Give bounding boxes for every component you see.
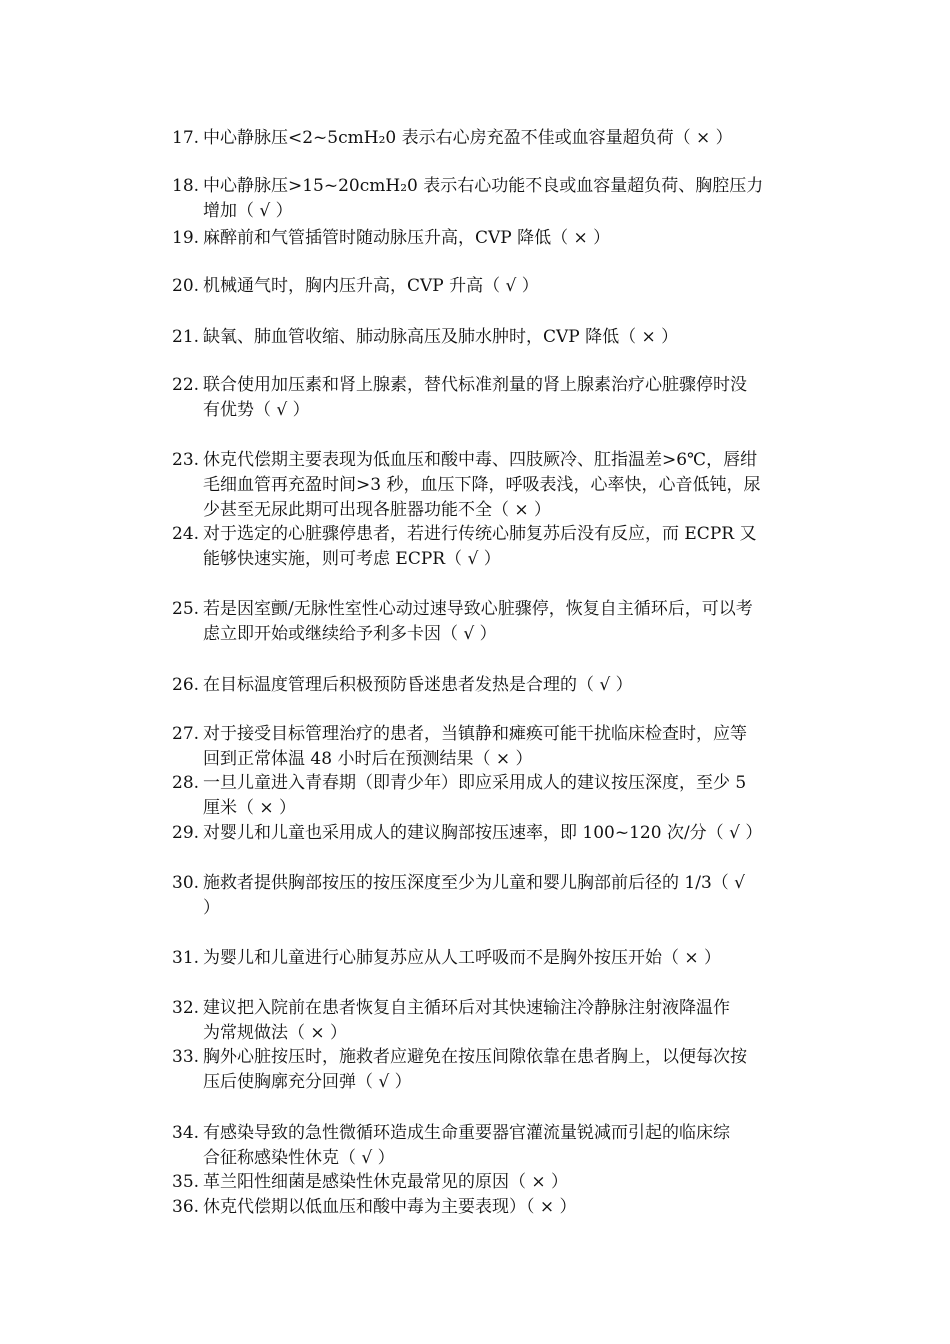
question-number: 35. [172,1172,200,1192]
question-text: 缺氧、肺血管收缩、肺动脉高压及肺水肿时，CVP 降低（ × ） [203,327,679,347]
question-item [172,996,812,1046]
question-text: 革兰阳性细菌是感染性休克最常见的原因（ × ） [203,1172,569,1192]
question-item [172,871,812,921]
question-text-cont: 少甚至无尿此期可出现各脏器功能不全（ × ） [203,500,552,520]
question-item [172,1121,812,1171]
question-item [172,771,812,821]
question-item [172,274,812,299]
question-number: 27. [172,724,200,744]
question-item [172,174,812,224]
question-number: 20. [172,276,200,296]
question-number: 33. [172,1047,200,1067]
question-number: 34. [172,1123,200,1143]
question-text: 对于选定的心脏骤停患者，若进行传统心肺复苏后没有反应，而 ECPR 又 [203,524,757,544]
question-item [172,1170,812,1195]
question-item [172,226,812,251]
question-item [172,1195,812,1220]
question-item [172,1045,812,1095]
question-number: 26. [172,675,200,695]
question-item [172,597,812,647]
question-number: 25. [172,599,200,619]
question-text: 为婴儿和儿童进行心肺复苏应从人工呼吸而不是胸外按压开始（ × ） [203,948,722,968]
question-item [172,821,812,846]
question-item [172,946,812,971]
question-text: 胸外心脏按压时，施救者应避免在按压间隙依靠在患者胸上，以便每次按 [203,1047,747,1067]
question-number: 28. [172,773,200,793]
question-text-cont: 有优势（ √ ） [203,400,310,420]
question-text-cont: 合征称感染性休克（ √ ） [203,1148,395,1168]
question-number: 24. [172,524,200,544]
question-item [172,448,812,523]
question-text-cont: 增加（ √ ） [203,201,293,221]
question-text: 对婴儿和儿童也采用成人的建议胸部按压速率，即 100~120 次/分（ √ ） [203,823,763,843]
question-number: 31. [172,948,200,968]
question-number: 22. [172,375,200,395]
question-item [172,673,812,698]
question-number: 32. [172,998,200,1018]
question-text: 联合使用加压素和肾上腺素，替代标准剂量的肾上腺素治疗心脏骤停时没 [203,375,747,395]
question-text-cont: 压后使胸廓充分回弹（ √ ） [203,1072,412,1092]
question-number: 19. [172,228,200,248]
question-item [172,325,812,350]
question-text-cont: ） [203,898,220,918]
question-text-cont: 毛细血管再充盈时间>3 秒，血压下降，呼吸表浅，心率快，心音低钝，尿 [203,475,761,495]
question-text-cont: 为常规做法（ × ） [203,1023,348,1043]
question-number: 17. [172,128,200,148]
question-text: 对于接受目标管理治疗的患者，当镇静和瘫痪可能干扰临床检查时，应等 [203,724,747,744]
question-text: 麻醉前和气管插管时随动脉压升高，CVP 降低（ × ） [203,228,611,248]
question-text: 休克代偿期主要表现为低血压和酸中毒、四肢厥冷、肛指温差>6℃，唇绀 [203,450,758,470]
question-text: 建议把入院前在患者恢复自主循环后对其快速输注冷静脉注射液降温作 [203,998,730,1018]
question-item [172,126,812,151]
question-text: 中心静脉压<2~5cmH₂0 表示右心房充盈不佳或血容量超负荷（ × ） [203,128,733,148]
question-item [172,522,812,572]
question-text: 休克代偿期以低血压和酸中毒为主要表现）（ × ） [203,1197,577,1217]
question-item [172,373,812,423]
question-text: 一旦儿童进入青春期（即青少年）即应采用成人的建议按压深度，至少 5 [203,773,747,793]
question-text: 机械通气时，胸内压升高，CVP 升高（ √ ） [203,276,539,296]
question-text: 在目标温度管理后积极预防昏迷患者发热是合理的（ √ ） [203,675,633,695]
question-number: 29. [172,823,200,843]
question-text: 中心静脉压>15~20cmH₂0 表示右心功能不良或血容量超负荷、胸腔压力 [203,176,764,196]
question-text: 施救者提供胸部按压的按压深度至少为儿童和婴儿胸部前后径的 1/3（ √ [203,873,745,893]
question-number: 30. [172,873,200,893]
question-number: 36. [172,1197,200,1217]
question-text-cont: 回到正常体温 48 小时后在预测结果（ × ） [203,749,533,769]
question-text-cont: 虑立即开始或继续给予利多卡因（ √ ） [203,624,497,644]
question-number: 18. [172,176,200,196]
question-text-cont: 厘米（ × ） [203,798,297,818]
question-text: 有感染导致的急性微循环造成生命重要器官灌流量锐减而引起的临床综 [203,1123,730,1143]
question-text-cont: 能够快速实施，则可考虑 ECPR（ √ ） [203,549,501,569]
question-number: 21. [172,327,200,347]
question-number: 23. [172,450,200,470]
question-text: 若是因室颤/无脉性室性心动过速导致心脏骤停，恢复自主循环后，可以考 [203,599,753,619]
question-item [172,722,812,772]
